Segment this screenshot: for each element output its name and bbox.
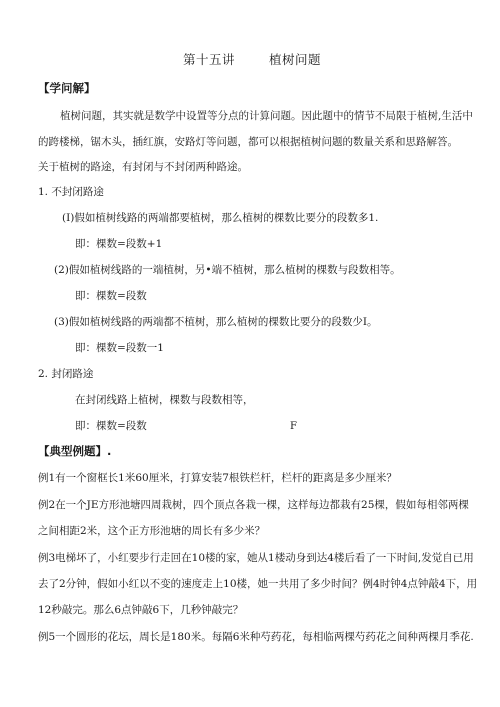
example-line-6: 12秒敲完。那么6点钟敲6下，几秒钟敲完？ (38, 604, 244, 616)
open-path-heading: 1. 不封闭路途 (38, 186, 104, 198)
open-path-formula-3: 即：棵数=段数一1 (75, 342, 164, 354)
lecture-topic: 植树问题 (269, 52, 322, 67)
open-path-case-3: (3)假如植树线路的两端都不植树，那么植树的棵数比要分的段数少I。 (54, 316, 378, 328)
closed-path-heading: 2. 封闭路途 (38, 368, 94, 380)
page-title (183, 53, 321, 67)
example-line-2: 例2在一个JE方形池塘四周栽树，四个顶点各栽一棵，这样每边都栽有25棵，假如每相邻两棵 (38, 499, 469, 511)
closed-path-description: 在封闭线路上植树，棵数与段数相等， (75, 394, 254, 406)
intro-paragraph-line-2: 的跨楼梯，锯木头，插红旗，安路灯等问题，都可以根据植树问题的数量关系和思路解答。 (38, 136, 458, 148)
closed-path-formula: 即：棵数=段数 (75, 420, 147, 432)
section-heading-examples: 【典型例题】. (38, 444, 112, 458)
lecture-number: 第十五讲 (183, 52, 236, 67)
open-path-formula-1: 即：棵数=段数+1 (75, 238, 163, 250)
intro-paragraph-line-3: 关于植树的路途，有封闭与不封闭两种路途。 (38, 161, 248, 173)
example-line-4: 例3电梯坏了，小红要步行走回在10楼的家，她从1楼动身到达4楼后看了一下时间,发觉自已用 (38, 552, 474, 564)
example-line-3: 之间相距2米，这个正方形池塘的周长有多少米？ (38, 525, 266, 537)
example-line-1: 例1有一个窗框长1米60厘米，打算安装7根铁栏杆，栏杆的距离是多少厘米？ (38, 472, 397, 484)
open-path-formula-2: 即：棵数=段数 (75, 290, 147, 302)
open-path-case-2: (2)假如植树线路的一端植树，另•端不植树，那么植树的棵数与段数相等。 (54, 264, 401, 276)
example-line-5: 去了2分钟，假如小红以不变的速度走上10楼，她一共用了多少时间？例4时钟4点钟敲4下，用 (38, 578, 478, 590)
closed-path-mark: F (290, 421, 297, 432)
intro-paragraph-line-1: 植树问题，其实就是数学中设置等分点的计算问题。因此题中的情节不局限于植树,生活中 (60, 110, 473, 122)
section-heading-knowledge: 【学问解】 (38, 81, 96, 95)
example-line-7: 例5一个圆形的花坛，周长是180米。每隔6米种芍药花，每相临两棵芍药花之间种两棵月季花. (38, 631, 474, 643)
open-path-case-1: (I)假如植树线路的两端都要植树，那么植树的棵数比要分的段数多1. (62, 212, 379, 224)
